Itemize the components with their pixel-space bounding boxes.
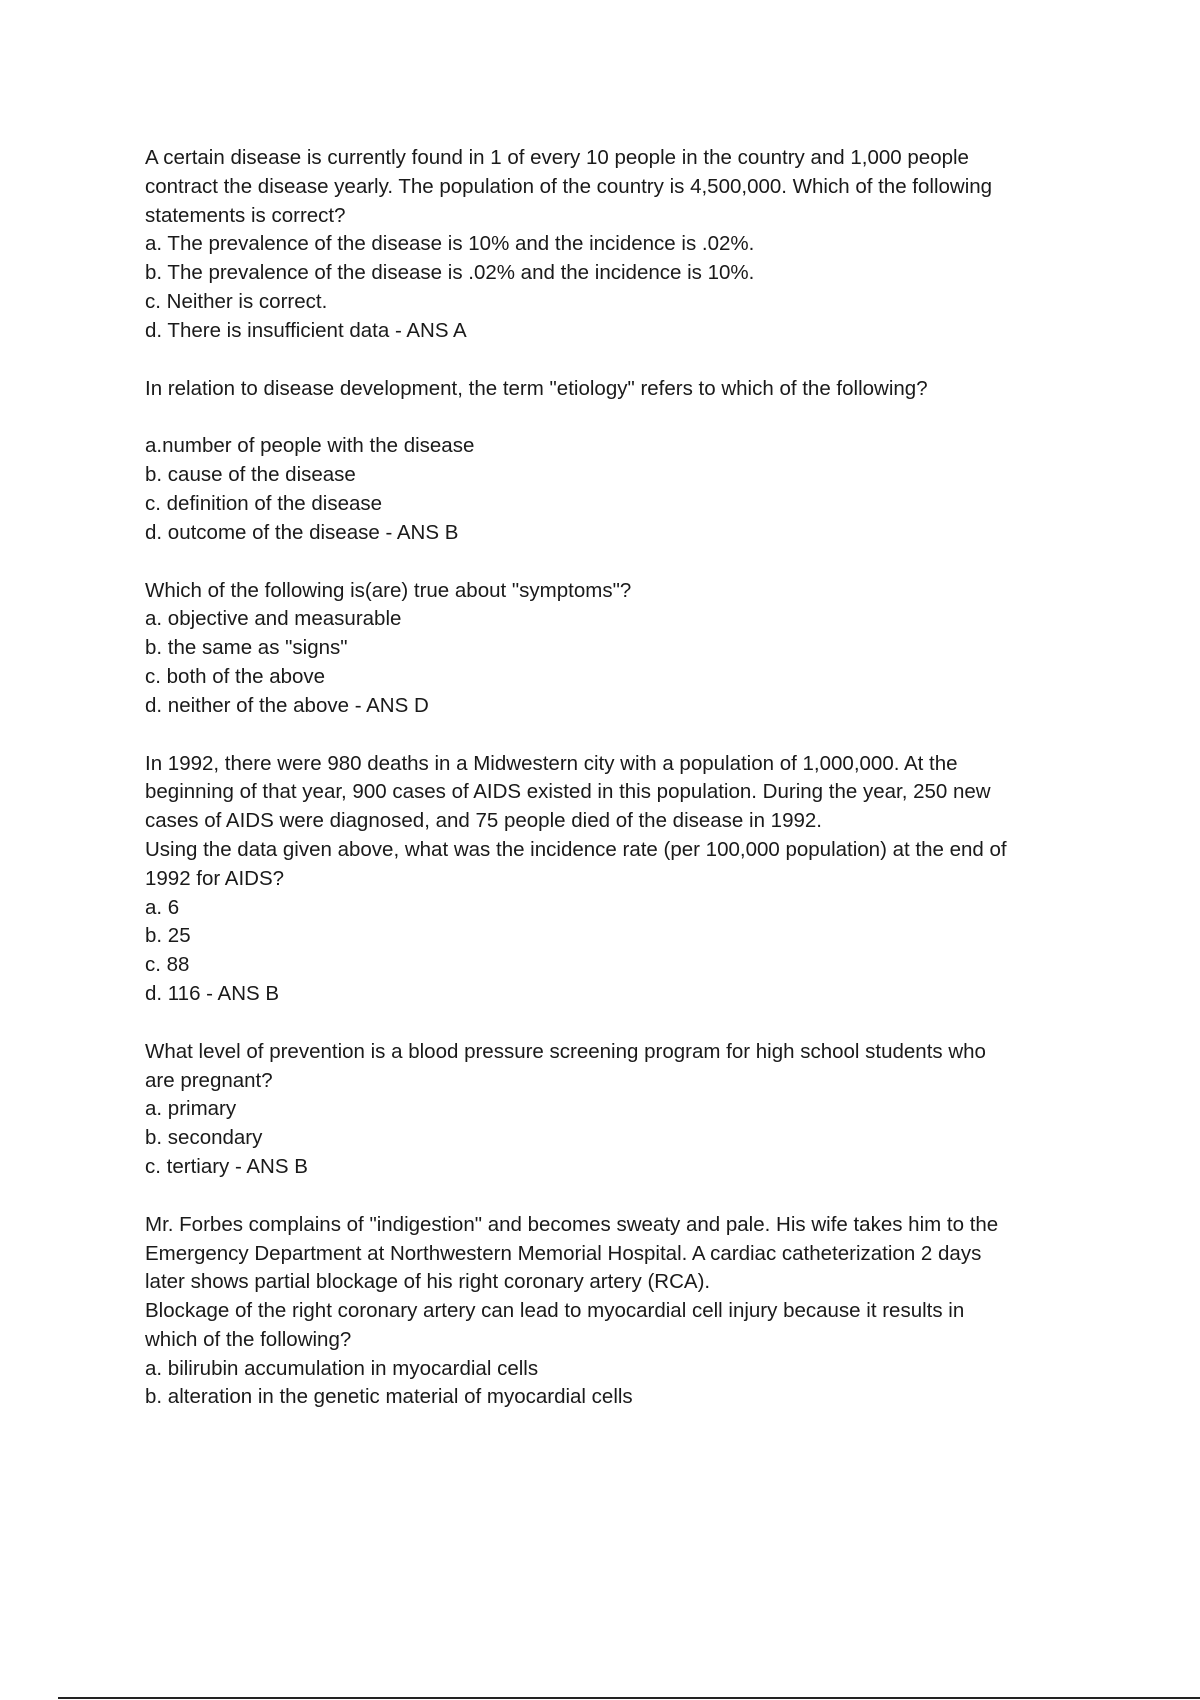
question-stem-line: are pregnant? [145,1068,273,1092]
answer-option: c. Neither is correct. [145,289,328,313]
question-stem-line: In relation to disease development, the term "etiology" refers to which of the following? [145,376,928,400]
answer-option: b. secondary [145,1126,263,1150]
answer-option: c. tertiary - ANS B [145,1154,308,1178]
answer-option: c. both of the above [145,664,326,688]
question-stem-line: What level of prevention is a blood pressure screening program for high school students who [145,1039,986,1063]
answer-option: b. The prevalence of the disease is .02% and the incidence is 10%. [145,261,755,285]
answer-option: b. cause of the disease [145,463,356,487]
answer-option: a. objective and measurable [145,607,402,631]
answer-option: c. definition of the disease [145,491,383,515]
question-3 [145,577,1090,721]
answer-option: d. outcome of the disease - ANS B [145,520,459,544]
question-stem-line: statements is correct? [145,203,346,227]
question-stem-line: Mr. Forbes complains of "indigestion" and becomes sweaty and pale. His wife takes him to the [145,1212,999,1236]
question-stem-line: contract the disease yearly. The population of the country is 4,500,000. Which of the following [145,174,993,198]
question-spacer [145,1009,1090,1038]
answer-option: d. neither of the above - ANS D [145,693,429,717]
question-spacer [145,346,1090,375]
stem-spacer [145,403,1090,432]
answer-option: d. There is insufficient data - ANS A [145,318,467,342]
question-5 [145,1038,1090,1182]
question-spacer [145,1182,1090,1211]
question-stem-line: later shows partial blockage of his right coronary artery (RCA). [145,1270,711,1294]
answer-option: a. The prevalence of the disease is 10% and the incidence is .02%. [145,232,755,256]
question-stem-line: which of the following? [145,1327,352,1351]
answer-option: b. the same as "signs" [145,636,348,660]
answer-option: b. 25 [145,924,191,948]
answer-option: d. 116 - ANS B [145,981,280,1005]
answer-option: b. alteration in the genetic material of myocardial cells [145,1385,633,1409]
answer-option: a.number of people with the disease [145,434,475,458]
question-spacer [145,548,1090,577]
answer-option: a. primary [145,1097,237,1121]
question-stem-line: 1992 for AIDS? [145,866,285,890]
question-stem-line: Using the data given above, what was the incidence rate (per 100,000 population) at the end of [145,837,1007,861]
answer-option: c. 88 [145,953,190,977]
question-stem-line: A certain disease is currently found in 1 of every 10 people in the country and 1,000 people [145,146,969,169]
question-spacer [145,721,1090,750]
question-stem-line: Which of the following is(are) true about "symptoms"? [145,578,632,602]
question-6 [145,1211,1090,1413]
page-bottom-divider [58,1697,1200,1699]
answer-option: a. 6 [145,895,180,919]
document-page [145,144,1090,1412]
question-1 [145,144,1090,346]
question-2 [145,375,1090,548]
question-stem-line: Emergency Department at Northwestern Memorial Hospital. A cardiac catheterization 2 days [145,1241,982,1265]
question-stem-line: beginning of that year, 900 cases of AIDS existed in this population. During the year, 250 new [145,780,991,804]
answer-option: a. bilirubin accumulation in myocardial cells [145,1356,539,1380]
question-stem-line: Blockage of the right coronary artery can lead to myocardial cell injury because it results in [145,1299,965,1323]
question-4 [145,750,1090,1009]
question-stem-line: In 1992, there were 980 deaths in a Midwestern city with a population of 1,000,000. At the [145,751,958,775]
question-stem-line: cases of AIDS were diagnosed, and 75 people died of the disease in 1992. [145,809,822,833]
